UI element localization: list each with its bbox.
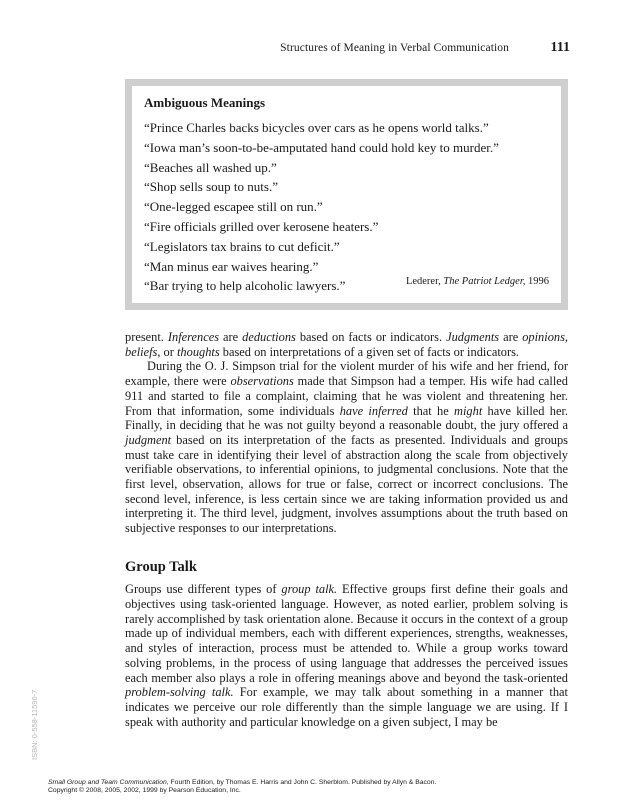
ambiguous-meanings-box bbox=[125, 79, 568, 310]
emphasis: might bbox=[454, 403, 483, 418]
text-run: made that Simpson had a temper. His wife had called 911 and started to file a complaint, claiming that he was violent and threatening her. From that information, some individuals bbox=[125, 374, 569, 418]
copyright-footer bbox=[48, 779, 436, 796]
emphasis: opinions, beliefs, bbox=[125, 330, 568, 359]
page-number: 111 bbox=[550, 40, 570, 55]
text-run: based on interpretations of a given set of facts or indicators. bbox=[219, 344, 520, 359]
emphasis: Inferences bbox=[167, 330, 220, 344]
emphasis: deductions bbox=[242, 330, 296, 344]
text-run: have killed her. Finally, in deciding that he was not guilty beyond a reasonable doubt, the jury offered a bbox=[125, 403, 568, 433]
paragraph-group-talk bbox=[125, 582, 568, 730]
quote-item: “Iowa man’s soon-to-be-amputated hand could hold key to murder.” bbox=[144, 139, 499, 155]
emphasis: group talk. bbox=[281, 582, 338, 596]
emphasis: thoughts bbox=[176, 344, 220, 359]
footer-line-1-rest: Fourth Edition, by Thomas E. Harris and John C. Sherblom. Published by Allyn & Bacon. bbox=[168, 779, 437, 786]
quote-item: “Legislators tax brains to cut deficit.” bbox=[144, 238, 340, 254]
quote-list bbox=[144, 118, 549, 296]
text-run: During the O. J. Simpson trial for the violent murder of his wife and her friend, for example, there were bbox=[125, 359, 568, 389]
paragraph-simpson bbox=[125, 359, 568, 535]
isbn-watermark: ISBN: 0-558-11590-7 bbox=[30, 689, 39, 760]
emphasis: problem-solving talk. bbox=[125, 685, 234, 700]
text-run: that he bbox=[407, 403, 455, 418]
emphasis: judgment bbox=[125, 432, 172, 447]
source-year: 1996 bbox=[528, 276, 549, 287]
paragraph-inferences bbox=[125, 330, 568, 359]
quote-item: “Shop sells soup to nuts.” bbox=[144, 179, 278, 195]
box-source bbox=[406, 276, 549, 287]
emphasis: Judgments bbox=[446, 330, 500, 344]
body-text-group-talk bbox=[125, 582, 568, 730]
text-run: are bbox=[499, 330, 523, 344]
quote-item: “Man minus ear waives hearing.” bbox=[144, 258, 319, 274]
source-author: Lederer, bbox=[405, 276, 441, 287]
body-text-top bbox=[125, 330, 568, 536]
section-heading: Group Talk bbox=[125, 559, 197, 575]
quote-item: “Beaches all washed up.” bbox=[144, 159, 277, 175]
text-run: based on its interpretation of the facts as presented. Individuals and groups must take care in identifying their level of abstraction along the scale from objectively verifiable observations, to inferential opinions, to judgmental conclusions. Note that the first level, observation, allows for true or false, correct or incorrect conclusions. The second level, inference, is less certain since we are taking information provided us and interpreting it. The third level, judgment, involves assumptions about the truth based on subjective responses to our interpretations. bbox=[125, 432, 568, 536]
text-run: present. bbox=[125, 330, 168, 344]
text-run: Effective groups first define their goals and objectives using task-oriented language. However, as noted earlier, problem solving is rarely accomplished by task orientation alone. Because it occurs in the context of a group made up of individual members, each with different experiences, strengths, weaknesses, and styles of interaction, process must be attended to. While a group works toward solving problems, in the process of using language that addresses the perceived issues each member also plays a role in offering meanings above and beyond the task-oriented bbox=[125, 582, 568, 685]
box-title: Ambiguous Meanings bbox=[144, 95, 265, 110]
text-run: are bbox=[219, 330, 243, 344]
quote-item: “Prince Charles backs bicycles over cars as he opens world talks.” bbox=[144, 120, 489, 135]
emphasis: observations bbox=[230, 374, 294, 389]
quote-item: “Fire officials grilled over kerosene heaters.” bbox=[144, 218, 379, 234]
box-inner bbox=[132, 86, 561, 303]
text-run: based on facts or indicators. bbox=[295, 330, 447, 344]
running-head bbox=[0, 41, 617, 57]
quote-item: “One-legged escapee still on run.” bbox=[144, 199, 323, 215]
running-head-title: Structures of Meaning in Verbal Communication bbox=[280, 42, 509, 54]
text-run: For example, we may talk about something in a manner that indicates we perceive our role differently than the simple language we are using. If I speak with authority and particular knowledge on a given subject, I may be bbox=[125, 685, 568, 729]
emphasis: have inferred bbox=[339, 403, 408, 418]
source-title: The Patriot Ledger, bbox=[443, 276, 526, 287]
footer-book-title: Small Group and Team Communication, bbox=[48, 779, 169, 786]
quote-item: “Bar trying to help alcoholic lawyers.” bbox=[144, 278, 346, 294]
footer-line-2: Copyright © 2008, 2005, 2002, 1999 by Pearson Education, Inc. bbox=[48, 787, 241, 795]
text-run: Groups use different types of bbox=[125, 582, 282, 596]
text-run: or bbox=[160, 344, 177, 359]
